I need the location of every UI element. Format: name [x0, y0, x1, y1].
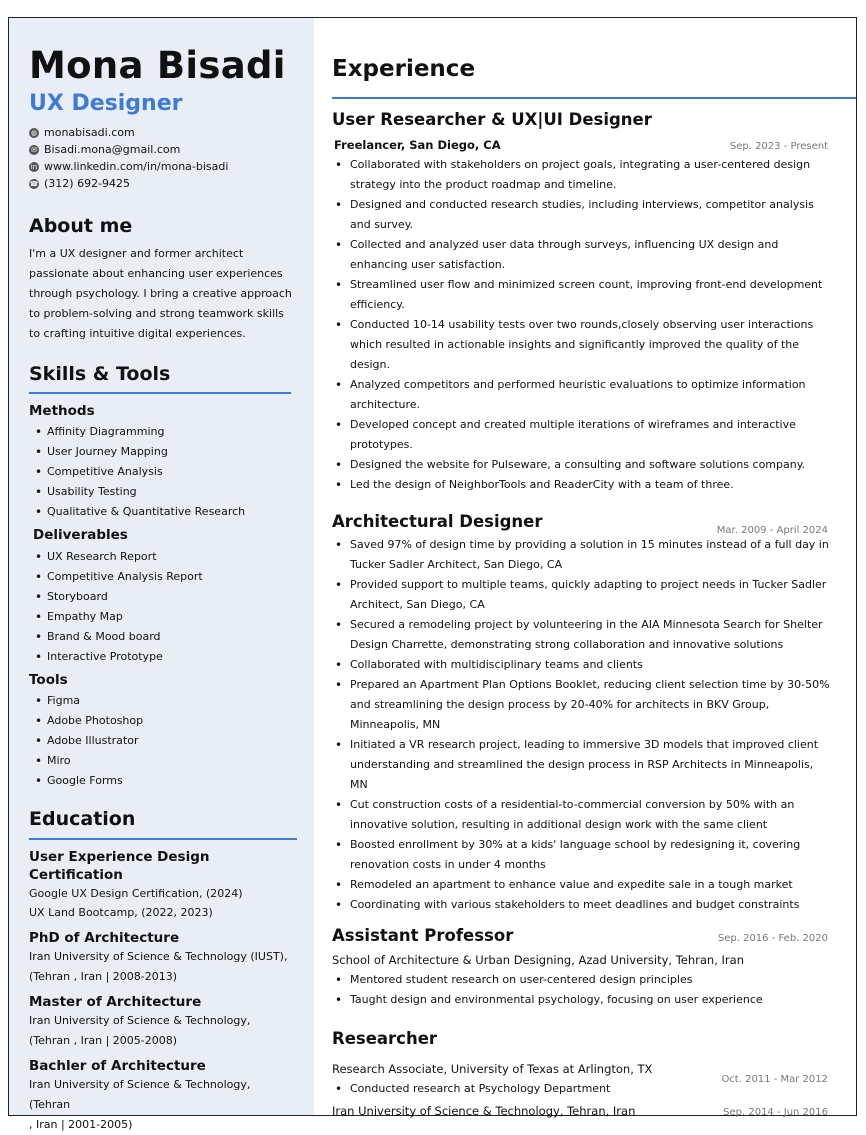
education-heading: Education — [29, 808, 136, 830]
list-item: • Led the design of NeighborTools and ReaderCity with a team of three. — [332, 475, 834, 495]
skills-heading: Skills & Tools — [29, 363, 171, 385]
list-item: • Figma — [29, 691, 294, 711]
list-item: • Mentored student research on user-centered design principles — [332, 970, 834, 990]
list-item: • Developed concept and created multiple iterations of wireframes and interactive prototypes. — [332, 415, 834, 455]
list-item: • Collaborated with multidisciplinary teams and clients — [332, 655, 834, 675]
education-line: (Tehran , Iran | 2005-2008) — [29, 1034, 178, 1047]
job-org: School of Architecture & Urban Designing, Azad University, Tehran, Iran — [332, 953, 744, 967]
education-title: Bachler of Architecture — [29, 1058, 206, 1074]
list-item: • Adobe Photoshop — [29, 711, 294, 731]
education-line: Iran University of Science & Technology, (Tehran — [29, 1078, 251, 1111]
education-line: Iran University of Science & Technology (IUST), — [29, 950, 288, 963]
list-item: • Conducted 10-14 usability tests over two rounds,closely observing user interactions which resulted in actionable insights and significantly improved the quality of the design. — [332, 315, 834, 375]
list-item: • Collected and analyzed user data through surveys, influencing UX design and enhancing user satisfaction. — [332, 235, 834, 275]
skills-group-title: Methods — [29, 403, 95, 419]
job-title: User Researcher & UX|UI Designer — [332, 110, 652, 129]
list-item: • Affinity Diagramming — [29, 422, 294, 442]
contact-text: www.linkedin.com/in/mona-bisadi — [44, 160, 229, 173]
list-item: • Streamlined user flow and minimized screen count, improving front-end development efficiency. — [332, 275, 834, 315]
experience-heading: Experience — [332, 56, 476, 82]
job-entry — [332, 511, 856, 915]
contact-list — [29, 124, 294, 192]
mail-icon: ✉ — [29, 145, 39, 155]
sidebar — [9, 18, 314, 1131]
job-org: Iran University of Science & Technology, Tehran, Iran — [332, 1104, 636, 1118]
contact-text: (312) 692-9425 — [44, 177, 131, 190]
job-bullets — [332, 1079, 856, 1099]
job-title: Assistant Professor — [332, 926, 514, 945]
candidate-role: UX Designer — [29, 91, 183, 116]
skills-group-title: Tools — [29, 672, 68, 688]
list-item: • Qualitative & Quantitative Research — [29, 502, 294, 522]
tools-list — [29, 691, 294, 791]
list-item: • Coordinating with various stakeholders to meet deadlines and budget constraints — [332, 895, 834, 915]
list-item: • Brand & Mood board — [29, 627, 294, 647]
list-item: • User Journey Mapping — [29, 442, 294, 462]
list-item: • Designed and conducted research studies, including interviews, competitor analysis and survey. — [332, 195, 834, 235]
list-item: • Remodeled an apartment to enhance value and expedite sale in a tough market — [332, 875, 834, 895]
education-title: Master of Architecture — [29, 994, 202, 1010]
contact-linkedin[interactable] — [29, 158, 294, 175]
list-item: • Google Forms — [29, 771, 294, 791]
job-org: Research Associate, University of Texas at Arlington, TX — [332, 1062, 653, 1076]
experience-divider — [332, 97, 856, 99]
job-entry — [332, 1028, 856, 1121]
list-item: • Empathy Map — [29, 607, 294, 627]
list-item: • Boosted enrollment by 30% at a kids' language school by redesigning it, covering renovation costs in under 4 months — [332, 835, 834, 875]
list-item: • Competitive Analysis Report — [29, 567, 294, 587]
job-date: Sep. 2023 - Present — [729, 141, 828, 152]
contact-website[interactable] — [29, 124, 294, 141]
list-item: • Initiated a VR research project, leading to immersive 3D models that improved client understanding and streamlined the design process in RSP Architects in Minneapolis, MN — [332, 735, 834, 795]
list-item: • Miro — [29, 751, 294, 771]
skills-group-title: Deliverables — [33, 527, 128, 543]
job-meta — [332, 1059, 856, 1085]
about-text: I'm a UX designer and former architect passionate about enhancing user experiences through psychology. I bring a creative approach to problem-solving and strong teamwork skills to crafting intuitive digital experiences. — [29, 247, 292, 340]
linkedin-icon: in — [30, 162, 38, 171]
job-bullets — [332, 535, 856, 915]
job-entry — [332, 925, 856, 1010]
globe-icon: ◍ — [30, 128, 38, 137]
job-bullets — [332, 155, 856, 495]
education-line: UX Land Bootcamp, (2022, 2023) — [29, 906, 213, 919]
job-bullets — [332, 970, 856, 1010]
job-title: Architectural Designer — [332, 512, 543, 531]
job-entry — [332, 109, 856, 495]
about-heading: About me — [29, 215, 133, 237]
contact-email[interactable] — [29, 141, 294, 158]
education-line: , Iran | 2001-2005) — [29, 1118, 133, 1131]
deliverables-list — [29, 547, 294, 667]
list-item: • Prepared an Apartment Plan Options Booklet, reducing client selection time by 30-50% and streamlining the design process by 20-40% for architects in BKV Group, Minneapolis, MN — [332, 675, 834, 735]
phone-icon: ☎ — [29, 179, 39, 188]
job-date: Mar. 2009 - April 2024 — [716, 525, 828, 536]
list-item: • Adobe Illustrator — [29, 731, 294, 751]
job-date: Sep. 2016 - Feb. 2020 — [717, 933, 828, 944]
education-line: Iran University of Science & Technology, — [29, 1014, 251, 1027]
list-item: • Designed the website for Pulseware, a consulting and software solutions company. — [332, 455, 834, 475]
list-item: • Cut construction costs of a residential-to-commercial conversion by 50% with an innovative solution, resulting in additional design work with the same client — [332, 795, 834, 835]
education-title: PhD of Architecture — [29, 930, 180, 946]
education-title: User Experience Design Certification — [29, 849, 210, 883]
list-item: • Analyzed competitors and performed heuristic evaluations to optimize information architecture. — [332, 375, 834, 415]
list-item: • Collaborated with stakeholders on project goals, integrating a user-centered design strategy into the product roadmap and timeline. — [332, 155, 834, 195]
education-line: Google UX Design Certification, (2024) — [29, 887, 243, 900]
methods-list — [29, 422, 294, 522]
contact-phone[interactable] — [29, 175, 294, 192]
list-item: • Taught design and environmental psychology, focusing on user experience — [332, 990, 834, 1010]
list-item: • Interactive Prototype — [29, 647, 294, 667]
list-item: • Conducted research at Psychology Department — [332, 1079, 834, 1099]
job-meta — [332, 1101, 856, 1121]
job-header — [332, 925, 856, 947]
list-item: • Storyboard — [29, 587, 294, 607]
list-item: • Usability Testing — [29, 482, 294, 502]
job-meta — [332, 135, 856, 155]
job-date: Oct. 2011 - Mar 2012 — [721, 1074, 828, 1085]
job-org: Freelancer, San Diego, CA — [334, 138, 501, 152]
resume-page — [8, 17, 857, 1131]
list-item: • Competitive Analysis — [29, 462, 294, 482]
job-header — [332, 511, 856, 536]
list-item: • Secured a remodeling project by volunteering in the AIA Minnesota Search for Shelter Design Charrette, demonstrating strong collaboration and innovative solutions — [332, 615, 834, 655]
contact-text: Bisadi.mona@gmail.com — [44, 143, 181, 156]
candidate-name: Mona Bisadi — [29, 44, 286, 87]
list-item: • Provided support to multiple teams, quickly adapting to project needs in Tucker Sadler Architect, San Diego, CA — [332, 575, 834, 615]
contact-text: monabisadi.com — [44, 126, 135, 139]
list-item: • Saved 97% of design time by providing a solution in 15 minutes instead of a full day in Tucker Sadler Architect, San Diego, CA — [332, 535, 834, 575]
education-line: (Tehran , Iran | 2008-2013) — [29, 970, 178, 983]
job-date: Sep. 2014 - Jun 2016 — [723, 1107, 828, 1118]
job-title: Researcher — [332, 1029, 438, 1048]
main-content — [314, 18, 856, 1118]
list-item: • UX Research Report — [29, 547, 294, 567]
